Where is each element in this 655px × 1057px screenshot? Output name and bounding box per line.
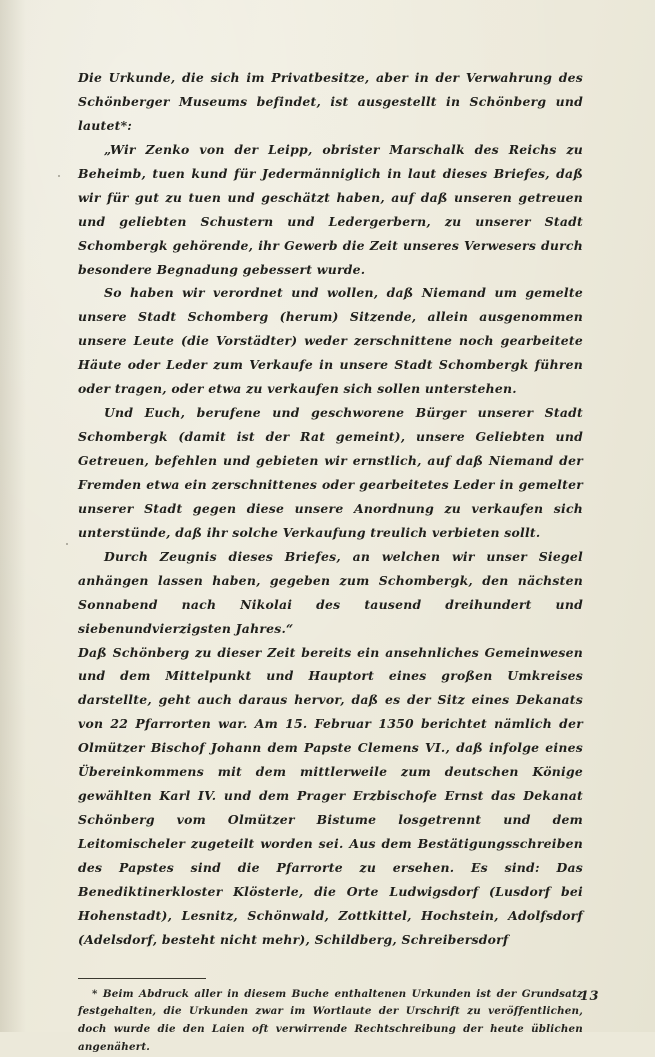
charter-quote: [78, 138, 583, 641]
paragraph-quote-3: Und Euch, berufene und geschworene Bürger unserer Stadt Schombergk (damit ist der Rat gemeint), unsere Geliebten und Getreuen, befehlen und gebieten wir ernstlich, auf daß Niemand der Fremden etwa ein zerschnittenes oder gearbeitetes Leder in gemelter unserer Stadt gegen diese unsere Anordnung zu verkaufen sich unterstünde, daß ihr solche Verkaufung treulich verbieten sollt.: [78, 405, 583, 540]
paragraph-quote-4: Durch Zeugnis dieses Briefes, an welchen wir unser Siegel anhängen lassen haben, gegeben zum Schombergk, den nächsten Sonnabend nach Nikolai des tausend dreihundert und siebenundvierzigsten Jahres.“: [78, 548, 583, 636]
paper-speck: [66, 543, 68, 545]
paper-speck: [58, 175, 60, 177]
paragraph-commentary: Daß Schönberg zu dieser Zeit bereits ein ansehnliches Gemeinwesen und dem Mittelpunkt und Hauptort eines großen Umkreises darstellte, geht auch daraus hervor, daß es der Sitz eines Dekanats von 22 Pfarrorten war. Am 15. Februar 1350 berichtet nämlich der Olmützer Bischof Johann dem Papste Clemens VI., daß infolge eines Übereinkommens mit dem mittlerweile zum deutschen Könige gewählten Karl IV. und dem Prager Erzbischofe Ernst das Dekanat Schönberg vom Olmützer Bistume losgetrennt und dem Leitomischeler zugeteilt worden sei. Aus dem Bestätigungsschreiben des Papstes sind die Pfarrorte zu ersehen. Es sind: Das Benediktinerkloster Klösterle, die Orte Ludwigsdorf (Lusdorf bei Hohenstadt), Lesnitz, Schönwald, Zottkittel, Hochstein, Adolfsdorf (Adelsdorf, besteht nicht mehr), Schildberg, Schreibersdorf: [78, 644, 583, 947]
page-number: 13: [579, 989, 599, 1004]
footnote-divider: [78, 978, 206, 979]
page-body: [78, 66, 583, 952]
footnote-text: * Beim Abdruck aller in diesem Buche enthaltenen Urkunden ist der Grundsatz festgehalten, die Urkunden zwar im Wortlaute der Urschrift zu veröffentlichen, doch wurde die den Laien oft verwirrende Rechtschreibung der heute üblichen angenähert.: [78, 987, 583, 1053]
paragraph-quote-2: So haben wir verordnet und wollen, daß Niemand um gemelte unsere Stadt Schomberg (herum) Sitzende, allein ausgenommen unsere Leute (die Vorstädter) weder zerschnittene noch gearbeitete Häute oder Leder zum Verkaufe in unsere Stadt Schombergk führen oder tragen, oder etwa zu verkaufen sich sollen unterstehen.: [78, 285, 583, 397]
paragraph-quote-1: „Wir Zenko von der Leipp, obrister Marschalk des Reichs zu Beheimb, tuen kund für Jedermänniglich in laut dieses Briefes, daß wir für gut zu tuen und geschätzt haben, auf daß unseren getreuen und geliebten Schustern und Ledergerbern, zu unserer Stadt Schombergk gehörende, ihr Gewerb die Zeit unseres Verwesers durch besondere Begnadung gebessert wurde.: [78, 141, 583, 277]
footnote-block: [78, 986, 583, 1057]
paragraph-intro: Die Urkunde, die sich im Privatbesitze, aber in der Verwahrung des Schönberger Museums befindet, ist ausgestellt in Schönberg und lautet*:: [78, 70, 583, 133]
